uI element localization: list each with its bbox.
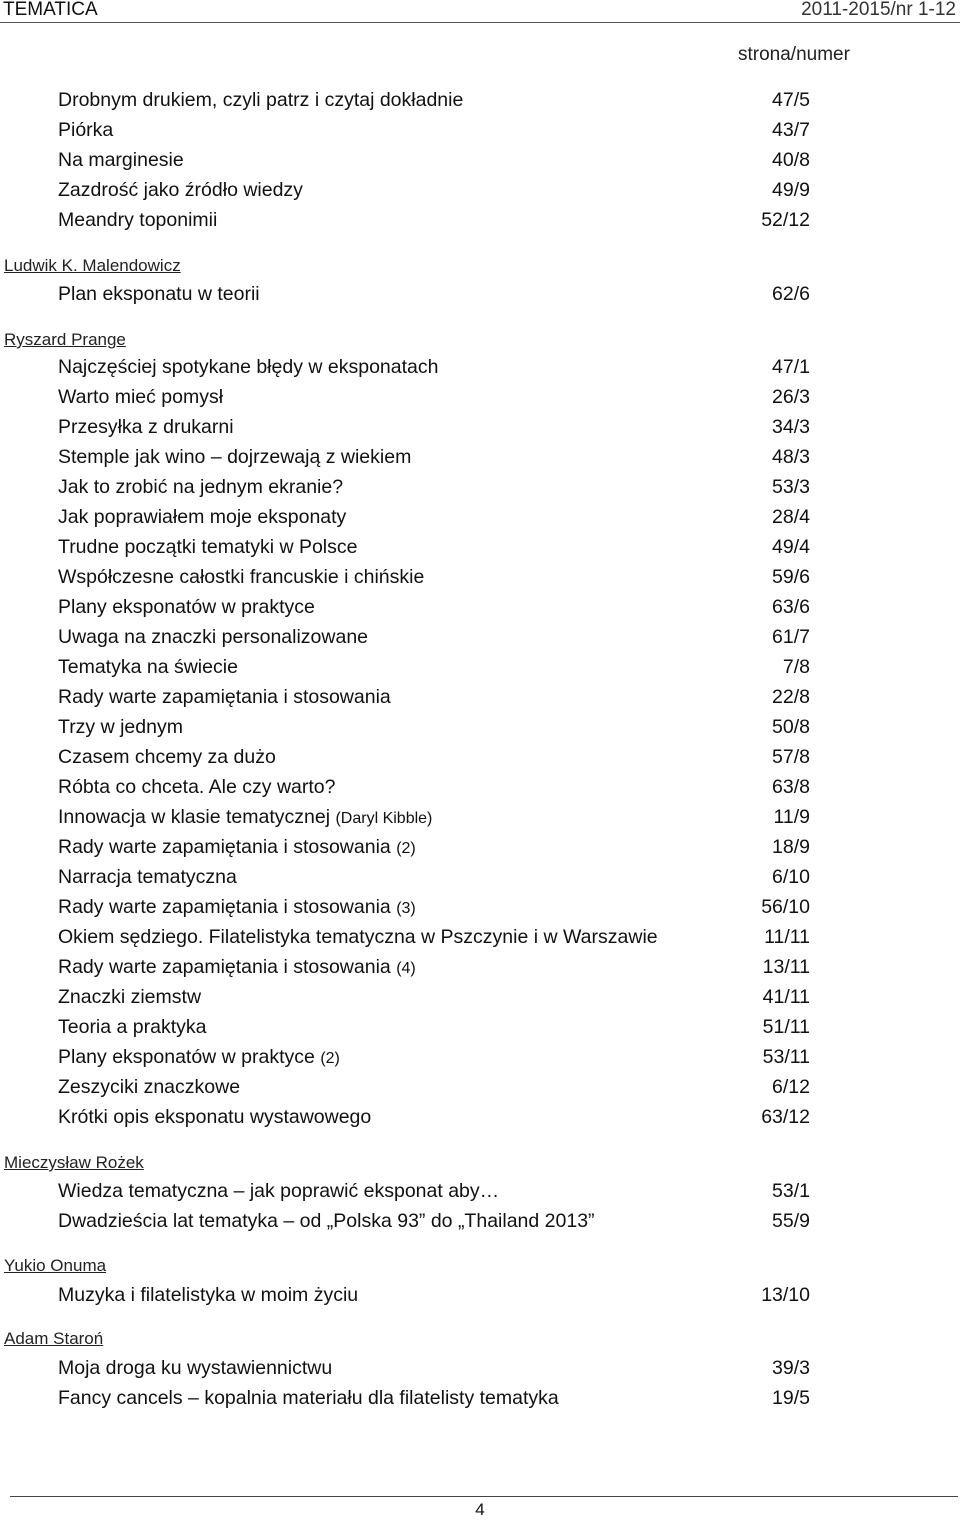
author-name: Ryszard Prange xyxy=(4,330,126,349)
index-entry xyxy=(0,442,960,472)
issue-range: 2011-2015/nr 1-12 xyxy=(801,0,956,20)
entry-title-text: Przesyłka z drukarni xyxy=(58,416,234,438)
entry-title-text: Plany eksponatów w praktyce xyxy=(58,1046,315,1068)
entry-title-text: Na marginesie xyxy=(58,149,184,171)
entry-page-issue: 51/11 xyxy=(762,1016,810,1038)
index-entry xyxy=(0,832,960,862)
index-entry xyxy=(0,1206,960,1236)
index-entry xyxy=(0,652,960,682)
entry-page-issue: 63/12 xyxy=(761,1106,810,1128)
entry-page-issue: 22/8 xyxy=(772,686,810,708)
footer-divider xyxy=(10,1496,958,1497)
entry-title-text: Czasem chcemy za dużo xyxy=(58,746,276,768)
index-entry xyxy=(0,862,960,892)
entry-page-issue: 41/11 xyxy=(762,986,810,1008)
index-entry xyxy=(0,472,960,502)
entry-title-text: Najczęściej spotykane błędy w eksponatach xyxy=(58,356,439,378)
entry-title xyxy=(58,742,276,772)
author-name: Yukio Onuma xyxy=(4,1256,107,1275)
entry-title xyxy=(58,145,184,175)
entry-title-text: Rady warte zapamiętania i stosowania xyxy=(58,896,391,918)
entry-page-issue: 61/7 xyxy=(772,626,810,648)
entry-title-text: Róbta co chceta. Ale czy warto? xyxy=(58,776,336,798)
entry-page-issue: 7/8 xyxy=(782,656,810,678)
entry-title xyxy=(58,1280,358,1310)
entry-page-issue: 57/8 xyxy=(772,746,810,768)
entry-page-issue: 53/1 xyxy=(772,1180,810,1202)
index-entry xyxy=(0,742,960,772)
entry-note: (4) xyxy=(396,960,416,977)
entry-page-issue: 13/11 xyxy=(762,956,810,978)
entry-page-issue: 50/8 xyxy=(772,716,810,738)
index-entry xyxy=(0,892,960,922)
index-entry xyxy=(0,592,960,622)
entry-title xyxy=(58,682,391,712)
entry-title xyxy=(58,772,335,802)
entry-title xyxy=(58,382,223,412)
entry-title-text: Drobnym drukiem, czyli patrz i czytaj dokładnie xyxy=(58,89,464,111)
entry-title xyxy=(58,712,183,742)
entry-page-issue: 28/4 xyxy=(772,506,810,528)
entry-title xyxy=(58,952,416,984)
index-entry xyxy=(0,562,960,592)
entry-title-text: Teoria a praktyka xyxy=(58,1016,207,1038)
index-entry xyxy=(0,532,960,562)
entry-title-text: Jak poprawiałem moje eksponaty xyxy=(58,506,347,528)
entry-title-text: Trudne początki tematyki w Polsce xyxy=(58,536,358,558)
entry-page-issue: 47/1 xyxy=(772,356,810,378)
entry-title xyxy=(58,175,303,205)
entry-title-text: Rady warte zapamiętania i stosowania xyxy=(58,686,391,708)
entry-title xyxy=(58,502,346,532)
entry-page-issue: 18/9 xyxy=(772,836,810,858)
index-entry xyxy=(0,279,960,309)
entry-title-text: Innowacja w klasie tematycznej xyxy=(58,806,331,828)
entry-note: (2) xyxy=(320,1050,340,1067)
entry-page-issue: 55/9 xyxy=(772,1210,810,1232)
entry-page-issue: 40/8 xyxy=(772,149,810,171)
entry-page-issue: 48/3 xyxy=(772,446,810,468)
entry-page-issue: 63/8 xyxy=(772,776,810,798)
index-entry xyxy=(0,1042,960,1072)
entry-title xyxy=(58,1176,499,1206)
entry-note: (3) xyxy=(396,900,416,917)
entry-page-issue: 53/11 xyxy=(762,1046,810,1068)
entry-page-issue: 52/12 xyxy=(761,209,810,231)
entry-title xyxy=(58,562,424,592)
entry-page-issue: 6/10 xyxy=(772,866,810,888)
index-entry xyxy=(0,502,960,532)
entry-title-text: Zazdrość jako źródło wiedzy xyxy=(58,179,303,201)
entry-title xyxy=(58,1072,240,1102)
index-entry xyxy=(0,175,960,205)
entry-title-text: Rady warte zapamiętania i stosowania xyxy=(58,836,391,858)
entry-page-issue: 56/10 xyxy=(761,896,810,918)
entry-page-issue: 11/11 xyxy=(764,926,810,948)
entry-title xyxy=(58,532,357,562)
entry-title-text: Piórka xyxy=(58,119,114,141)
entry-title-text: Trzy w jednym xyxy=(58,716,183,738)
index-entry xyxy=(0,1353,960,1383)
index-entry xyxy=(0,622,960,652)
index-entry xyxy=(0,772,960,802)
entry-title-text: Współczesne całostki francuskie i chińskie xyxy=(58,566,425,588)
entry-title xyxy=(58,1012,207,1042)
entry-page-issue: 49/9 xyxy=(772,179,810,201)
index-entry xyxy=(0,412,960,442)
entry-title xyxy=(58,442,411,472)
entry-page-issue: 34/3 xyxy=(772,416,810,438)
entry-title xyxy=(58,115,113,145)
entry-title-text: Krótki opis eksponatu wystawowego xyxy=(58,1106,372,1128)
entry-title-text: Fancy cancels – kopalnia materiału dla filatelisty tematyka xyxy=(58,1387,559,1409)
entry-title-text: Okiem sędziego. Filatelistyka tematyczna w Pszczynie i w Warszawie xyxy=(58,926,658,948)
entry-title-text: Zeszyciki znaczkowe xyxy=(58,1076,241,1098)
entry-page-issue: 59/6 xyxy=(772,566,810,588)
author-name: Adam Staroń xyxy=(4,1329,104,1348)
entry-title xyxy=(58,1383,559,1413)
entry-note: (Daryl Kibble) xyxy=(335,810,433,827)
entry-page-issue: 53/3 xyxy=(772,476,810,498)
index-entry xyxy=(0,382,960,412)
entry-title xyxy=(58,622,368,652)
entry-title-text: Tematyka na świecie xyxy=(58,656,238,678)
entry-title-text: Plany eksponatów w praktyce xyxy=(58,596,315,618)
journal-title: TEMATICA xyxy=(3,0,98,20)
entry-title-text: Rady warte zapamiętania i stosowania xyxy=(58,956,391,978)
entry-title xyxy=(58,472,343,502)
entry-title xyxy=(58,1206,595,1236)
index-entry xyxy=(0,712,960,742)
entry-title xyxy=(58,1353,332,1383)
index-entry xyxy=(0,352,960,382)
entry-title-text: Wiedza tematyczna – jak poprawić eksponat aby… xyxy=(58,1180,500,1202)
entry-title-text: Meandry toponimii xyxy=(58,209,218,231)
entry-title xyxy=(58,862,237,892)
index-entry xyxy=(0,1176,960,1206)
entry-page-issue: 49/4 xyxy=(772,536,810,558)
entry-title xyxy=(58,85,463,115)
entry-title xyxy=(58,1042,340,1074)
index-entry xyxy=(0,115,960,145)
entry-note: (2) xyxy=(396,840,416,857)
entry-title xyxy=(58,352,438,382)
index-entry xyxy=(0,802,960,832)
entry-title xyxy=(58,922,658,952)
entry-title xyxy=(58,205,217,235)
entry-page-issue: 11/9 xyxy=(773,806,810,828)
page-header xyxy=(0,0,960,23)
entry-page-issue: 62/6 xyxy=(772,283,810,305)
entry-title-text: Jak to zrobić na jednym ekranie? xyxy=(58,476,344,498)
index-entry xyxy=(0,952,960,982)
entry-page-issue: 63/6 xyxy=(772,596,810,618)
entry-page-issue: 39/3 xyxy=(772,1357,810,1379)
author-name: Ludwik K. Malendowicz xyxy=(4,256,181,275)
entry-page-issue: 43/7 xyxy=(772,119,810,141)
entry-page-issue: 19/5 xyxy=(772,1387,810,1409)
index-entry xyxy=(0,1072,960,1102)
entry-page-issue: 6/12 xyxy=(772,1076,810,1098)
entry-title xyxy=(58,802,432,834)
column-header: strona/numer xyxy=(738,44,850,65)
entry-title-text: Moja droga ku wystawiennictwu xyxy=(58,1357,333,1379)
entry-title xyxy=(58,412,234,442)
entry-title xyxy=(58,892,416,924)
index-entry xyxy=(0,1383,960,1413)
entry-title-text: Warto mieć pomysł xyxy=(58,386,224,408)
entry-page-issue: 47/5 xyxy=(772,89,810,111)
entry-title-text: Znaczki ziemstw xyxy=(58,986,202,1008)
index-entry xyxy=(0,85,960,115)
entry-title-text: Dwadzieścia lat tematyka – od „Polska 93” do „Thailand 2013” xyxy=(58,1210,595,1232)
author-name: Mieczysław Rożek xyxy=(4,1153,144,1172)
entry-title xyxy=(58,832,416,864)
entry-title-text: Plan eksponatu w teorii xyxy=(58,283,260,305)
index-entry xyxy=(0,982,960,1012)
entry-page-issue: 26/3 xyxy=(772,386,810,408)
entry-title xyxy=(58,279,260,309)
index-entry xyxy=(0,205,960,235)
index-entry xyxy=(0,1012,960,1042)
entry-title-text: Muzyka i filatelistyka w moim życiu xyxy=(58,1284,359,1306)
page-number: 4 xyxy=(475,1500,485,1519)
index-entry xyxy=(0,1280,960,1310)
entry-title xyxy=(58,592,315,622)
entry-page-issue: 13/10 xyxy=(761,1284,810,1306)
index-entry xyxy=(0,145,960,175)
index-entry xyxy=(0,922,960,952)
entry-title xyxy=(58,1102,371,1132)
entry-title-text: Narracja tematyczna xyxy=(58,866,237,888)
entry-title-text: Stemple jak wino – dojrzewają z wiekiem xyxy=(58,446,412,468)
index-entry xyxy=(0,1102,960,1132)
entry-title xyxy=(58,982,201,1012)
entry-title-text: Uwaga na znaczki personalizowane xyxy=(58,626,369,648)
entry-title xyxy=(58,652,238,682)
index-entry xyxy=(0,682,960,712)
